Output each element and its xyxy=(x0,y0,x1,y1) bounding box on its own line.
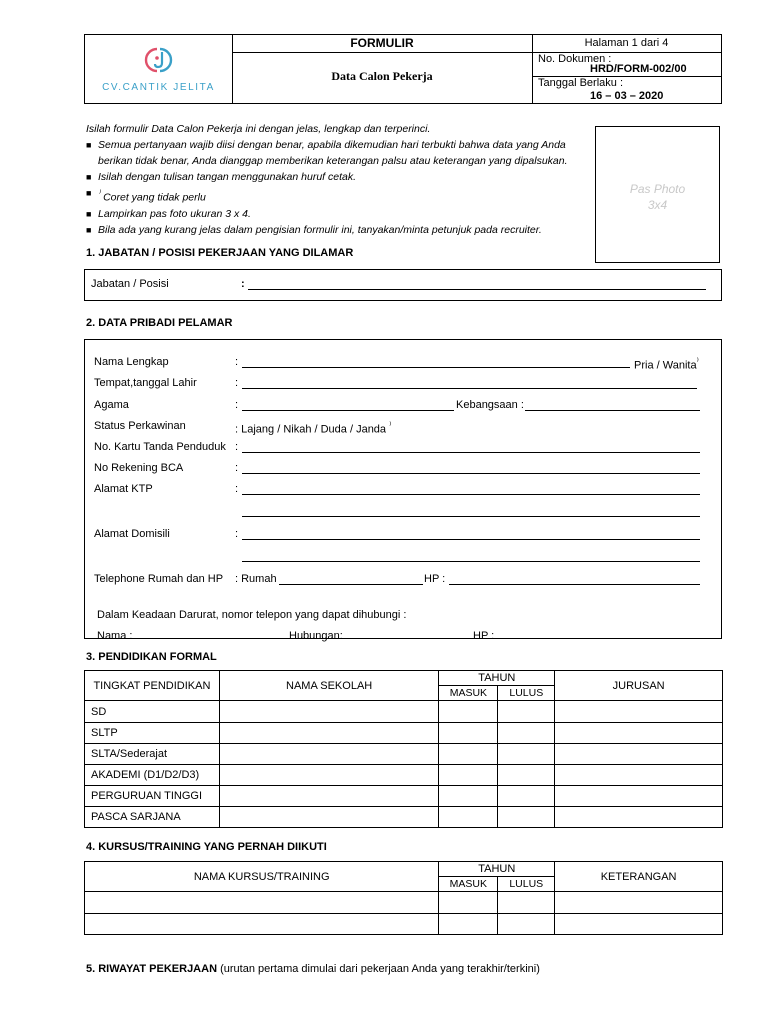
header-sekolah: NAMA SEKOLAH xyxy=(219,671,439,701)
cell[interactable] xyxy=(498,786,555,807)
cell[interactable] xyxy=(219,744,439,765)
ktp-address-input[interactable] xyxy=(242,494,700,495)
colon: : xyxy=(235,528,239,540)
cell[interactable] xyxy=(439,701,498,723)
form-header xyxy=(84,34,722,104)
gender-options[interactable]: Pria / Wanita⁾ xyxy=(634,356,699,372)
doc-info-cell xyxy=(532,35,721,103)
table-row xyxy=(85,786,723,807)
cell[interactable] xyxy=(439,807,498,828)
bullet-icon: ■ xyxy=(86,172,92,182)
instruction-item: ■ Isilah dengan tulisan tangan menggunakan huruf cetak. xyxy=(86,171,357,183)
marital-options[interactable]: : Lajang / Nikah / Duda / Janda ⁾ xyxy=(235,420,392,436)
page-info: Halaman 1 dari 4 xyxy=(532,35,721,53)
cell[interactable] xyxy=(498,701,555,723)
bullet-icon: ■ xyxy=(86,224,92,235)
home-label: : Rumah xyxy=(235,573,277,585)
cell[interactable] xyxy=(498,723,555,744)
cell[interactable] xyxy=(439,765,498,786)
company-logo-icon xyxy=(143,44,175,76)
form-name: Data Calon Pekerja xyxy=(331,69,433,83)
birth-input[interactable] xyxy=(242,388,697,389)
ktp-address-label: Alamat KTP xyxy=(94,483,153,495)
cell[interactable] xyxy=(498,914,555,935)
doc-number-cell xyxy=(532,52,721,77)
cell[interactable] xyxy=(439,892,498,914)
colon: : xyxy=(235,356,239,368)
cell[interactable] xyxy=(219,786,439,807)
table-row xyxy=(85,744,723,765)
position-colon: : xyxy=(241,278,245,290)
instructions xyxy=(86,121,596,238)
header-keterangan: KETERANGAN xyxy=(555,862,723,892)
header-tahun: TAHUN xyxy=(439,671,555,686)
ktp-label: No. Kartu Tanda Penduduk xyxy=(94,441,226,453)
birth-label: Tempat,tanggal Lahir xyxy=(94,377,197,389)
colon: : xyxy=(235,377,239,389)
section5-heading xyxy=(86,963,540,975)
domicile-input-2[interactable] xyxy=(242,561,700,562)
photo-size: 3x4 xyxy=(647,198,668,212)
doc-label: No. Dokumen : xyxy=(538,53,612,65)
table-row xyxy=(85,723,723,744)
table-row xyxy=(85,914,723,935)
form-title: FORMULIR xyxy=(232,35,532,53)
cell[interactable] xyxy=(555,914,723,935)
row-label: AKADEMI (D1/D2/D3) xyxy=(85,765,220,786)
section1-box xyxy=(84,269,722,301)
bullet-icon: ■ xyxy=(86,188,92,198)
row-label: SLTA/Sederajat xyxy=(85,744,220,765)
instruction-item: ■ Semua pertanyaan wajib diisi dengan benar, apabila dikemudian hari terbukti bahwa data yang Anda xyxy=(86,139,566,151)
doc-number: HRD/FORM-002/00 xyxy=(590,63,687,75)
cell[interactable] xyxy=(555,701,723,723)
header-tingkat: TINGKAT PENDIDIKAN xyxy=(85,671,220,701)
date-cell xyxy=(532,76,721,103)
cell[interactable] xyxy=(498,892,555,914)
section3-title: 3. PENDIDIKAN FORMAL xyxy=(86,651,217,663)
phone-label: Telephone Rumah dan HP xyxy=(94,573,224,585)
header-lulus: LULUS xyxy=(498,686,555,701)
emergency-relation-label: Hubungan: xyxy=(289,630,343,642)
ktp-address-input-2[interactable] xyxy=(242,516,700,517)
row-label: PERGURUAN TINGGI xyxy=(85,786,220,807)
table-row xyxy=(85,807,723,828)
cell[interactable] xyxy=(555,744,723,765)
section2-title: 2. DATA PRIBADI PELAMAR xyxy=(86,317,233,329)
education-table xyxy=(84,670,723,828)
cell[interactable] xyxy=(555,765,723,786)
instruction-item: ■ Bila ada yang kurang jelas dalam pengisian formulir ini, tanyakan/minta petunjuk pada recruiter. xyxy=(86,223,542,236)
colon: : xyxy=(235,399,239,411)
header-jurusan: JURUSAN xyxy=(555,671,723,701)
title-cell xyxy=(232,35,533,103)
cell[interactable] xyxy=(498,744,555,765)
header-tahun: TAHUN xyxy=(439,862,555,877)
date-label: Tanggal Berlaku : xyxy=(538,77,623,89)
table-row xyxy=(85,765,723,786)
table-row xyxy=(85,701,723,723)
cell[interactable] xyxy=(555,807,723,828)
section2-box xyxy=(84,339,722,642)
date-value: 16 – 03 – 2020 xyxy=(590,90,664,102)
emergency-label: Dalam Keadaan Darurat, nomor telepon yang dapat dihubungi : xyxy=(97,609,407,621)
cell[interactable] xyxy=(439,723,498,744)
domicile-input[interactable] xyxy=(242,539,700,540)
emergency-name-label: Nama : xyxy=(97,630,133,642)
header-nama-kursus: NAMA KURSUS/TRAINING xyxy=(85,862,439,892)
cell[interactable] xyxy=(85,892,439,914)
instructions-intro: Isilah formulir Data Calon Pekerja ini dengan jelas, lengkap dan terperinci. xyxy=(86,123,431,135)
name-label: Nama Lengkap xyxy=(94,356,169,368)
instruction-item: ■ ⁾ Coret yang tidak perlu xyxy=(98,185,596,206)
nationality-label: Kebangsaan : xyxy=(456,399,524,411)
bullet-icon: ■ xyxy=(86,208,92,219)
cell[interactable] xyxy=(555,892,723,914)
photo-label: Pas Photo xyxy=(629,182,686,196)
company-name: CV.CANTIK JELITA xyxy=(102,82,215,93)
colon: : xyxy=(235,483,239,495)
cell[interactable] xyxy=(555,723,723,744)
header-lulus: LULUS xyxy=(498,877,555,892)
mobile-input[interactable] xyxy=(449,584,700,585)
instruction-item: ■ Lampirkan pas foto ukuran 3 x 4. xyxy=(86,207,251,220)
section4-title: 4. KURSUS/TRAINING YANG PERNAH DIIKUTI xyxy=(86,841,327,853)
note-mark: ⁾ xyxy=(98,188,101,198)
position-label: Jabatan / Posisi xyxy=(91,278,169,290)
row-label: SLTP xyxy=(85,723,220,744)
domicile-label: Alamat Domisili xyxy=(94,528,170,540)
section5-title: 5. RIWAYAT PEKERJAAN xyxy=(86,963,218,975)
instructions-list xyxy=(86,137,596,238)
cell[interactable] xyxy=(439,914,498,935)
colon: : xyxy=(235,441,239,453)
bank-label: No Rekening BCA xyxy=(94,462,184,474)
cell[interactable] xyxy=(439,744,498,765)
cell[interactable] xyxy=(219,701,439,723)
cell[interactable] xyxy=(555,786,723,807)
ktp-input[interactable] xyxy=(242,452,700,453)
religion-input[interactable] xyxy=(242,410,454,411)
name-input[interactable] xyxy=(242,367,630,368)
section5-subtitle: (urutan pertama dimulai dari pekerjaan Anda yang terakhir/terkini) xyxy=(220,963,540,975)
home-phone-input[interactable] xyxy=(279,584,423,585)
row-label: PASCA SARJANA xyxy=(85,807,220,828)
training-table xyxy=(84,861,723,935)
cell[interactable] xyxy=(219,807,439,828)
header-masuk: MASUK xyxy=(439,686,498,701)
logo-cell xyxy=(85,35,233,103)
religion-label: Agama xyxy=(94,399,129,411)
photo-box[interactable] xyxy=(595,126,720,263)
hp-label: HP : xyxy=(424,573,446,585)
instruction-item: berikan tidak benar, Anda dianggap memberikan keterangan palsu atau keterangan yang dipalsukan. xyxy=(98,155,568,167)
cell[interactable] xyxy=(498,765,555,786)
cell[interactable] xyxy=(439,786,498,807)
section1-title: 1. JABATAN / POSISI PEKERJAAN YANG DILAMAR xyxy=(86,247,354,259)
row-label: SD xyxy=(85,701,220,723)
position-input[interactable] xyxy=(248,289,706,290)
cell[interactable] xyxy=(85,914,439,935)
cell[interactable] xyxy=(219,765,439,786)
emergency-hp-label: HP : xyxy=(473,630,495,642)
colon: : xyxy=(235,462,239,474)
bank-input[interactable] xyxy=(242,473,700,474)
marital-label: Status Perkawinan xyxy=(94,420,186,432)
nationality-input[interactable] xyxy=(525,410,700,411)
bullet-icon: ■ xyxy=(86,140,92,150)
table-row xyxy=(85,892,723,914)
header-masuk: MASUK xyxy=(439,877,498,892)
cell[interactable] xyxy=(498,807,555,828)
cell[interactable] xyxy=(219,723,439,744)
